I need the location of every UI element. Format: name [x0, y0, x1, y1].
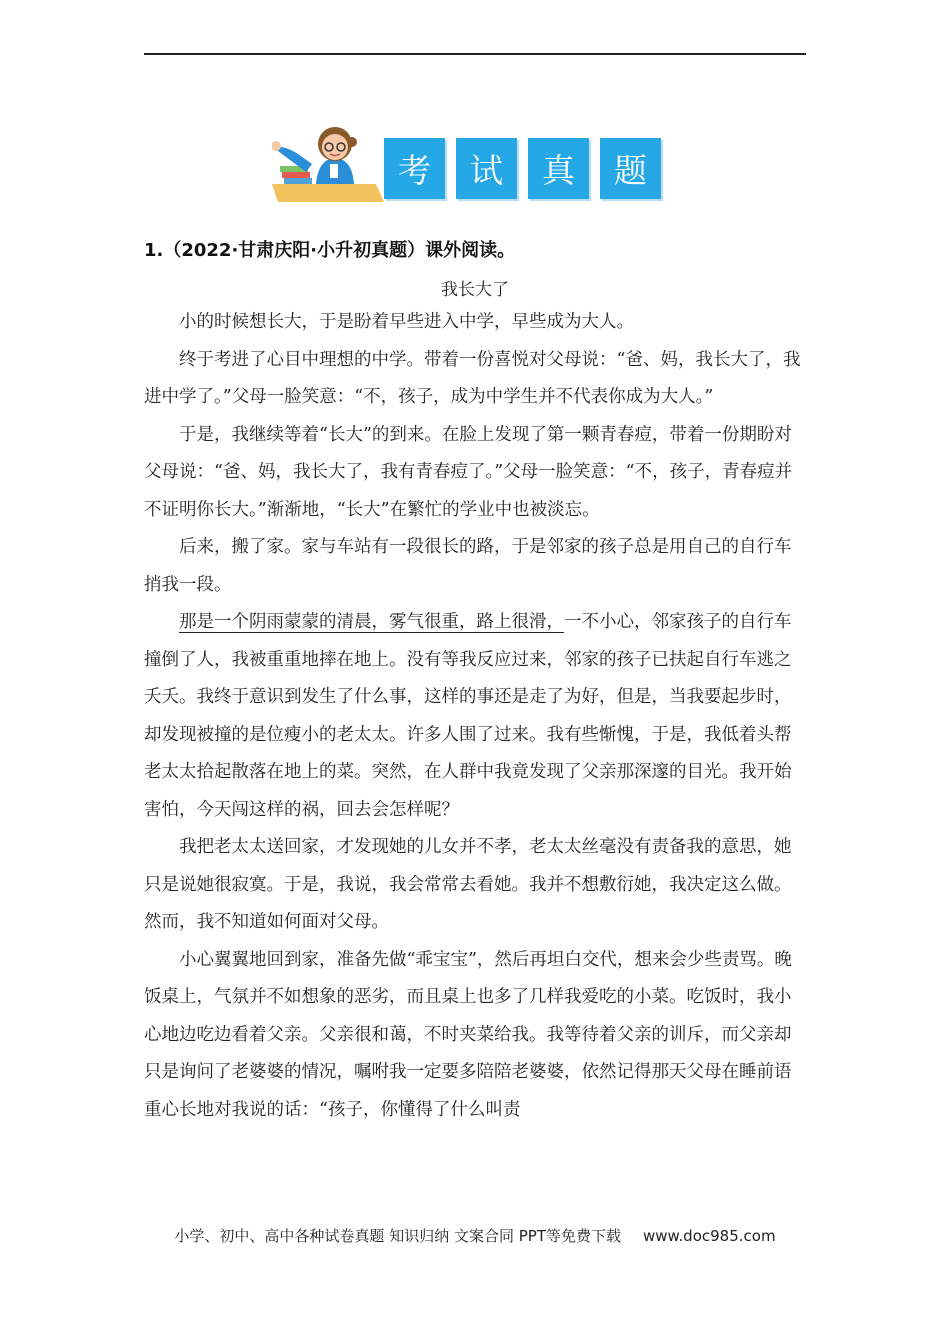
banner-tile: 试	[456, 138, 517, 199]
paragraph-text: 后来，搬了家。家与车站有一段很长的路，于是邻家的孩子总是用自己的自行车捎我一段。	[144, 537, 792, 595]
paragraph	[144, 304, 806, 342]
article-body	[144, 304, 806, 1129]
paragraph	[144, 342, 806, 417]
banner-tile: 真	[528, 138, 589, 199]
banner-tiles	[384, 138, 661, 199]
paragraph	[144, 529, 806, 604]
paragraph-text: 终于考进了心目中理想的中学。带着一份喜悦对父母说：“爸、妈，我长大了，我进中学了。”父母一脸笑意：“不，孩子，成为中学生并不代表你成为大人。”	[144, 349, 801, 407]
question-heading: 1.（2022·甘肃庆阳·小升初真题）课外阅读。	[144, 240, 516, 261]
paragraph	[144, 604, 806, 829]
header-rule	[144, 53, 806, 55]
footer-site[interactable]: www.doc985.com	[642, 1227, 776, 1245]
paragraph-text: 我把老太太送回家，才发现她的儿女并不孝，老太太丝毫没有责备我的意思，她只是说她很寂寞。于是，我说，我会常常去看她。我并不想敷衍她，我决定这么做。然而，我不知道如何面对父母。	[144, 837, 792, 932]
banner-tile: 考	[384, 138, 445, 199]
footer-text: 小学、初中、高中各种试卷真题 知识归纳 文案合同 PPT等免费下载	[174, 1227, 621, 1245]
paragraph-text: 小的时候想长大，于是盼着早些进入中学，早些成为大人。	[179, 312, 634, 332]
paragraph-text: 一不小心，邻家孩子的自行车撞倒了人，我被重重地摔在地上。没有等我反应过来，邻家的孩子已扶起自行车逃之夭夭。我终于意识到发生了什么事，这样的事还是走了为好，但是，当我要起步时，却发现被撞的是位瘦小的老太太。许多人围了过来。我有些惭愧，于是，我低着头帮老太太拾起散落在地上的菜。突然，在人群中我竟发现了父亲那深邃的目光。我开始害怕，今天闯这样的祸，回去会怎样呢？	[144, 612, 792, 820]
underlined-sentence: 那是一个阴雨蒙蒙的清晨，雾气很重，路上很滑，	[179, 612, 564, 632]
paragraph	[144, 417, 806, 530]
article-title: 我长大了	[441, 280, 509, 300]
exam-banner	[272, 124, 672, 204]
paragraph-text: 于是，我继续等着“长大”的到来。在脸上发现了第一颗青春痘，带着一份期盼对父母说：“爸、妈，我长大了，我有青春痘了。”父母一脸笑意：“不，孩子，青春痘并不证明你长大。”渐渐地，“长大”在繁忙的学业中也被淡忘。	[144, 424, 793, 520]
footer	[0, 1225, 950, 1246]
student-illustration	[272, 124, 384, 202]
banner-tile: 题	[600, 138, 661, 199]
paragraph	[144, 829, 806, 942]
paragraph	[144, 942, 806, 1130]
paragraph-text: 小心翼翼地回到家，准备先做“乖宝宝”，然后再坦白交代，想来会少些责骂。晚饭桌上，气氛并不如想象的恶劣，而且桌上也多了几样我爱吃的小菜。吃饭时，我小心地边吃边看着父亲。父亲很和蔼，不时夹菜给我。我等待着父亲的训斥，而父亲却只是询问了老婆婆的情况，嘱咐我一定要多陪陪老婆婆，依然记得那天父母在睡前语重心长地对我说的话：“孩子，你懂得了什么叫责	[144, 949, 792, 1120]
